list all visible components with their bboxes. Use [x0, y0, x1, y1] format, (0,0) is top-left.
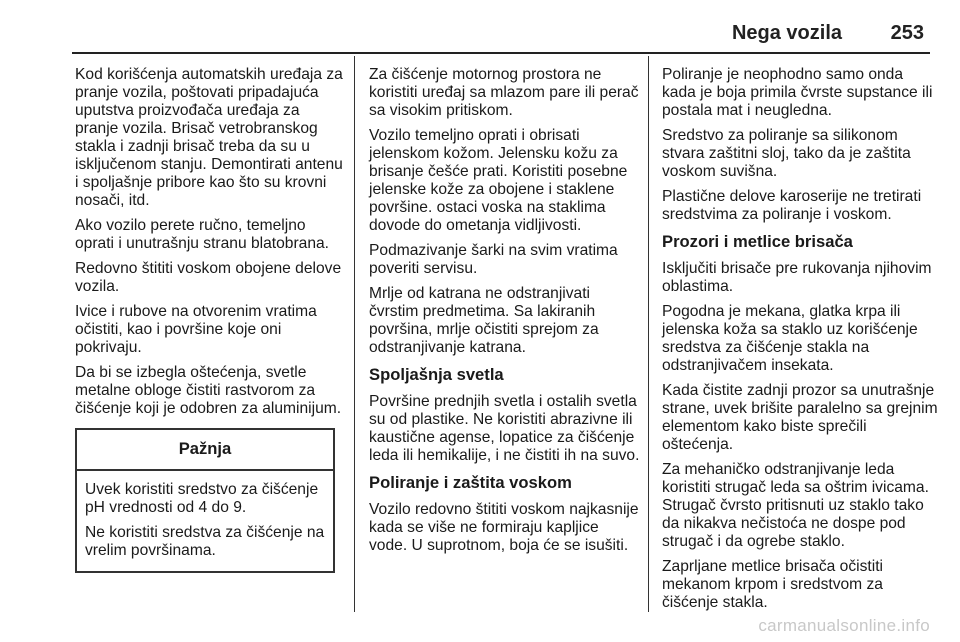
watermark: carmanualsonline.info: [758, 616, 930, 635]
caution-box: [75, 428, 335, 573]
section-title: Nega vozila: [731, 22, 842, 44]
paragraph: Pogodna je mekana, glatka krpa ili jelenska koža sa staklo uz korišćenje sredstva za čišćenje stakla na odstranjivačem insekata.: [662, 303, 918, 374]
paragraph: Za čišćenje motornog prostora ne koristiti uređaj sa mlazom pare ili perač sa visokim pritiskom.: [369, 66, 639, 119]
paragraph: Plastične delove karoserije ne tretirati sredstvima za poliranje i voskom.: [662, 188, 922, 223]
caution-text: Ne koristiti sredstva za čišćenje na vrelim površinama.: [85, 524, 325, 559]
paragraph: Kada čistite zadnji prozor sa unutrašnje strane, uvek brišite paralelno sa grejnim elementom kako biste sprečili oštećenja.: [662, 382, 938, 453]
column-2: [369, 66, 641, 562]
subheading-exterior-lights: Spoljašnja svetla: [369, 365, 504, 384]
page-number: 253: [890, 22, 924, 44]
subheading-windows-wipers: Prozori i metlice brisača: [662, 232, 853, 251]
paragraph: Isključiti brisače pre rukovanja njihovim oblastima.: [662, 260, 932, 295]
paragraph: Redovno štititi voskom obojene delove vozila.: [75, 260, 342, 295]
paragraph: Kod korišćenja automatskih uređaja za pranje vozila, poštovati pripadajuća uputstva proizvođača uređaja za pranje vozila. Brisač vetrobranskog stakla i zadnji brisač treba da su u isključenom stanju. Demontirati antenu i spoljašnje pribore kao što su krovni nosači, itd.: [75, 66, 343, 209]
page-header: [70, 22, 928, 48]
paragraph: Ako vozilo perete ručno, temeljno oprati i unutrašnju stranu blatobrana.: [75, 217, 329, 252]
paragraph: Vozilo redovno štititi voskom najkasnije kada se više ne formiraju kapljice vode. U suprotnom, boja će se isušiti.: [369, 501, 639, 554]
paragraph: Vozilo temeljno oprati i obrisati jelenskom kožom. Jelensku kožu za brisanje češće prati. Koristiti posebne jelenske kože za obojene i staklene površine. ostaci voska na staklima dovode do ometanja vidljivosti.: [369, 127, 628, 234]
column-3: [662, 66, 938, 619]
paragraph: Mrlje od katrana ne odstranjivati čvrstim predmetima. Sa lakiranih površina, mrlje očistiti sprejom za odstranjivanje katrana.: [369, 285, 599, 356]
header-rule: [72, 52, 930, 54]
subheading-polishing: Poliranje i zaštita voskom: [369, 473, 572, 492]
paragraph: Ivice i rubove na otvorenim vratima očistiti, kao i površine koje oni pokrivaju.: [75, 303, 317, 356]
paragraph: Poliranje je neophodno samo onda kada je boja primila čvrste supstance ili postala mat i neugledna.: [662, 66, 933, 119]
column-1: [75, 66, 345, 573]
column-divider-1: [354, 56, 355, 612]
caution-text: Uvek koristiti sredstvo za čišćenje pH vrednosti od 4 do 9.: [85, 481, 319, 516]
paragraph: Za mehaničko odstranjivanje leda koristiti strugač leda sa oštrim ivicama. Strugač čvrsto pritisnuti uz staklo tako da nikakva nečistoća ne dospe pod strugač i da ogrebe staklo.: [662, 461, 929, 550]
paragraph: Sredstvo za poliranje sa silikonom stvara zaštitni sloj, tako da je zaštita voskom suvišna.: [662, 127, 911, 180]
caution-body: [77, 471, 333, 571]
paragraph: Podmazivanje šarki na svim vratima poveriti servisu.: [369, 242, 618, 277]
column-divider-2: [648, 56, 649, 612]
paragraph: Zaprljane metlice brisača očistiti mekanom krpom i sredstvom za čišćenje stakla.: [662, 558, 883, 611]
paragraph: Da bi se izbegla oštećenja, svetle metalne obloge čistiti rastvorom za čišćenje koji je odobren za aluminijum.: [75, 364, 342, 417]
paragraph: Površine prednjih svetla i ostalih svetla su od plastike. Ne koristiti abrazivne ili kaustične agense, lopatice za čišćenje leda ili hemikalije, i ne čistiti ih na suvo.: [369, 393, 640, 464]
caution-title: Pažnja: [77, 430, 333, 471]
